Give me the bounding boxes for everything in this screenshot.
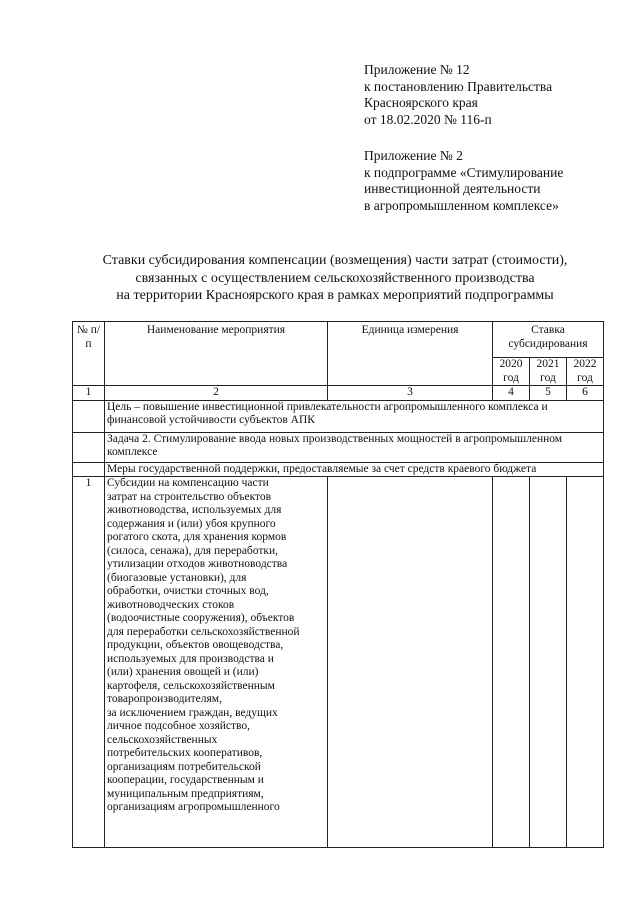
section-goal-text: Цель – повышение инвестиционной привлекательности агропромышленного комплекса и финансовой устойчивости субъектов АПК bbox=[105, 400, 604, 432]
description-line: (или) хранения овощей и (или) bbox=[107, 666, 259, 678]
description-line: (силоса, сенажа), для переработки, bbox=[107, 544, 279, 557]
column-number: 3 bbox=[328, 386, 493, 401]
description-line: утилизации отходов животноводства bbox=[107, 558, 288, 570]
row-description bbox=[105, 477, 328, 848]
description-line: товаропроизводителям, bbox=[107, 693, 222, 705]
section-row-goal bbox=[73, 400, 604, 432]
header-rate: Ставка субсидирования bbox=[493, 322, 604, 358]
appendix-2-line: Приложение № 2 bbox=[364, 148, 463, 163]
section-measures-text: Меры государственной поддержки, предоставляемые за счет средств краевого бюджета bbox=[105, 462, 604, 477]
title-line: Ставки субсидирования компенсации (возмещения) части затрат (стоимости), bbox=[102, 253, 568, 268]
column-number-row bbox=[73, 386, 604, 401]
description-line: картофеля, сельскохозяйственным bbox=[107, 679, 275, 692]
description-line: кооперации, государственным и bbox=[107, 774, 264, 786]
row-rate-2020 bbox=[493, 477, 530, 848]
description-line: продукции, объектов овощеводства, bbox=[107, 639, 284, 651]
header-number: № п/п bbox=[73, 322, 105, 386]
appendix-12-block bbox=[364, 62, 552, 128]
description-line: Субсидии на компенсацию части bbox=[107, 477, 269, 489]
description-line: затрат на строительство объектов bbox=[107, 490, 272, 503]
subsidy-rates-table bbox=[72, 321, 604, 848]
appendix-12-line: Приложение № 12 bbox=[364, 62, 470, 77]
column-number: 1 bbox=[73, 386, 105, 401]
description-line: содержания и (или) убоя крупного bbox=[107, 517, 276, 530]
appendix-12-line: к постановлению Правительства bbox=[364, 78, 553, 94]
section-row-task bbox=[73, 432, 604, 462]
appendix-2-block bbox=[364, 148, 563, 214]
title-line: связанных с осуществлением сельскохозяйственного производства bbox=[135, 270, 535, 286]
column-number: 4 bbox=[493, 386, 530, 401]
description-line: обработки, очистки сточных вод, bbox=[107, 585, 269, 597]
description-line: за исключением граждан, ведущих bbox=[107, 706, 278, 719]
description-line: животноводческих стоков bbox=[107, 598, 235, 611]
appendix-12-line: Красноярского края bbox=[364, 95, 478, 110]
header-year-2021: 2021 год bbox=[530, 358, 567, 386]
description-line: рогатого скота, для хранения кормов bbox=[107, 531, 287, 543]
table-row bbox=[73, 477, 604, 848]
header-year-2020: 2020 год bbox=[493, 358, 530, 386]
description-line: муниципальным предприятиям, bbox=[107, 787, 264, 800]
description-line: используемых для производства и bbox=[107, 652, 274, 665]
row-unit bbox=[328, 477, 493, 848]
header-name: Наименование мероприятия bbox=[105, 322, 328, 386]
table-header-row bbox=[73, 322, 604, 358]
description-line: организациям агропромышленного bbox=[107, 801, 280, 813]
section-row-measures bbox=[73, 462, 604, 477]
section-task-text: Задача 2. Стимулирование ввода новых производственных мощностей в агропромышленном комплексе bbox=[105, 432, 604, 462]
document-title bbox=[40, 252, 630, 305]
row-number: 1 bbox=[73, 477, 105, 848]
description-line: (биогазовые установки), для bbox=[107, 571, 247, 584]
description-line: организациям потребительской bbox=[107, 760, 261, 773]
appendix-2-line: к подпрограмме «Стимулирование bbox=[364, 164, 564, 180]
header-year-2022: 2022 год bbox=[567, 358, 604, 386]
column-number: 5 bbox=[530, 386, 567, 401]
description-line: сельскохозяйственных bbox=[107, 733, 218, 746]
header-unit: Единица измерения bbox=[328, 322, 493, 386]
description-line: личное подсобное хозяйство, bbox=[107, 720, 251, 732]
appendix-2-line: в агропромышленном комплексе» bbox=[364, 197, 559, 213]
title-line: на территории Красноярского края в рамках мероприятий подпрограммы bbox=[116, 288, 554, 303]
column-number: 2 bbox=[105, 386, 328, 401]
appendix-2-line: инвестиционной деятельности bbox=[364, 181, 541, 196]
description-line: потребительских кооперативов, bbox=[107, 747, 263, 759]
description-line: (водоочистные сооружения), объектов bbox=[107, 612, 295, 624]
description-line: для переработки сельскохозяйственной bbox=[107, 625, 300, 638]
appendix-12-line: от 18.02.2020 № 116-п bbox=[364, 111, 492, 127]
row-rate-2021 bbox=[530, 477, 567, 848]
row-rate-2022 bbox=[567, 477, 604, 848]
column-number: 6 bbox=[567, 386, 604, 401]
description-line: животноводства, используемых для bbox=[107, 504, 282, 516]
